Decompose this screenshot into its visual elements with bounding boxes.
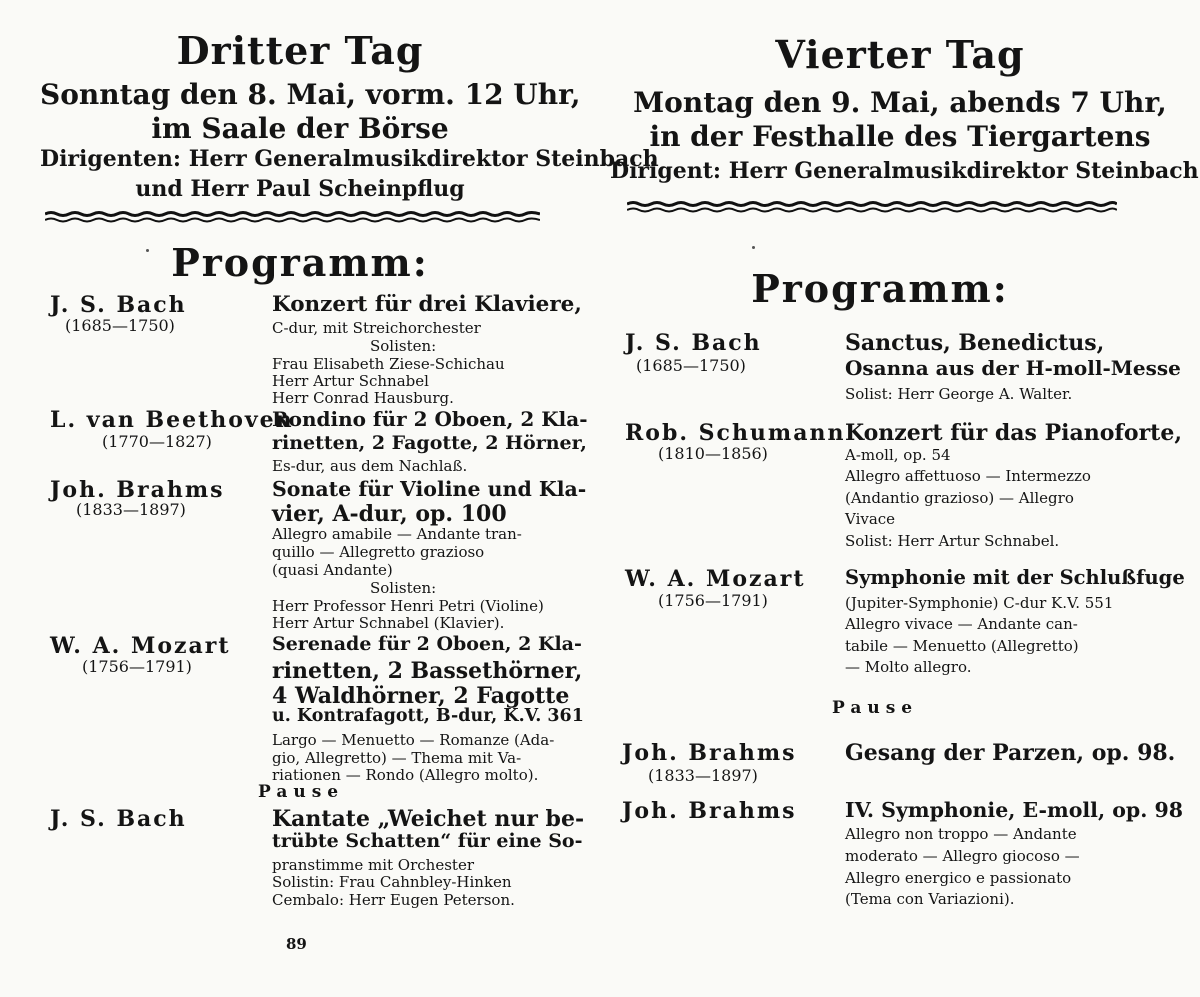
program-heading: Programm: [751, 266, 1009, 311]
conductor-line: Dirigenten: Herr Generalmusikdirektor Steinbach [40, 146, 659, 172]
work-detail: Allegro energico e passionato [845, 869, 1072, 887]
soloist: Frau Elisabeth Ziese-Schichau [272, 355, 505, 373]
work-detail: gio, Allegretto) — Thema mit Va- [272, 749, 522, 767]
date-line: Sonntag den 8. Mai, vorm. 12 Uhr, [40, 78, 581, 111]
work-title: Rondino für 2 Oboen, 2 Kla- [272, 407, 588, 431]
soloists-label: Solisten: [370, 579, 437, 597]
work-title: Sonate für Violine und Kla- [272, 477, 587, 501]
work-detail: Allegro affettuoso — Intermezzo [845, 467, 1091, 485]
composer-dates: (1685—1750) [636, 356, 746, 375]
work-title: Osanna aus der H-moll-Messe [845, 356, 1181, 380]
soloist: Herr Artur Schnabel [272, 372, 429, 390]
pause-label: Pause [258, 782, 345, 802]
soloist: Solistin: Frau Cahnbley-Hinken [272, 873, 512, 891]
work-title: vier, A-dur, op. 100 [272, 501, 507, 527]
work-detail: quillo — Allegretto grazioso [272, 543, 485, 561]
venue-line: im Saale der Börse [151, 112, 449, 145]
wavy-divider [627, 200, 1117, 212]
composer-dates: (1685—1750) [65, 316, 175, 335]
work-title: Konzert für das Pianoforte, [845, 420, 1182, 446]
work-detail: Vivace [845, 510, 896, 528]
composer-name: J. S. Bach [50, 806, 187, 832]
venue-line: in der Festhalle des Tiergartens [649, 120, 1151, 153]
work-title: trübte Schatten“ für eine So- [272, 830, 583, 852]
work-detail: A-moll, op. 54 [845, 446, 951, 464]
soloist: Herr Artur Schnabel (Klavier). [272, 614, 505, 632]
program-heading: Programm: [171, 240, 429, 285]
work-detail: Largo — Menuetto — Romanze (Ada- [272, 731, 555, 749]
work-detail: (Jupiter-Symphonie) C-dur K.V. 551 [845, 594, 1114, 612]
composer-dates: (1756—1791) [82, 657, 192, 676]
work-title: Symphonie mit der Schlußfuge [845, 566, 1185, 589]
composer-name: L. van Beethoven [50, 407, 294, 433]
day-title: Vierter Tag [775, 32, 1025, 77]
work-title: Gesang der Parzen, op. 98. [845, 740, 1176, 766]
soloist: Cembalo: Herr Eugen Peterson. [272, 891, 515, 909]
work-title: Konzert für drei Klaviere, [272, 292, 582, 317]
work-title: Kantate „Weichet nur be- [272, 806, 585, 832]
pause-label: Pause [832, 698, 919, 718]
work-detail: — Molto allegro. [845, 658, 972, 676]
composer-name: Joh. Brahms [622, 740, 797, 766]
paper-speck [146, 249, 149, 252]
right-page [600, 0, 1200, 997]
paper-speck [752, 246, 755, 249]
composer-name: Joh. Brahms [622, 798, 797, 824]
conductor-line: Dirigent: Herr Generalmusikdirektor Steinbach [610, 158, 1199, 184]
composer-dates: (1770—1827) [102, 432, 212, 451]
wavy-divider [45, 210, 540, 222]
work-detail: pranstimme mit Orchester [272, 856, 474, 874]
work-title: u. Kontrafagott, B-dur, K.V. 361 [272, 706, 584, 726]
soloist: Solist: Herr George A. Walter. [845, 385, 1073, 403]
composer-dates: (1756—1791) [658, 591, 768, 610]
work-title: IV. Symphonie, E-moll, op. 98 [845, 798, 1184, 822]
work-detail: Allegro non troppo — Andante [845, 825, 1077, 843]
composer-name: Joh. Brahms [50, 477, 225, 503]
work-title: rinetten, 2 Fagotte, 2 Hörner, [272, 432, 587, 454]
composer-dates: (1833—1897) [648, 766, 758, 785]
work-detail: Allegro amabile — Andante tran- [272, 525, 522, 543]
date-line: Montag den 9. Mai, abends 7 Uhr, [633, 86, 1167, 119]
soloist: Solist: Herr Artur Schnabel. [845, 532, 1060, 550]
composer-name: W. A. Mozart [625, 566, 806, 592]
work-title: Serenade für 2 Oboen, 2 Kla- [272, 633, 582, 655]
work-detail: (quasi Andante) [272, 561, 393, 579]
soloists-label: Solisten: [370, 337, 437, 355]
composer-name: Rob. Schumann [625, 420, 846, 446]
soloist: Herr Professor Henri Petri (Violine) [272, 597, 544, 615]
composer-dates: (1810—1856) [658, 444, 768, 463]
composer-name: W. A. Mozart [50, 633, 231, 659]
work-detail: Es-dur, aus dem Nachlaß. [272, 457, 468, 475]
work-detail: C-dur, mit Streichorchester [272, 319, 481, 337]
composer-name: J. S. Bach [625, 330, 762, 356]
day-title: Dritter Tag [176, 28, 424, 73]
work-detail: moderato — Allegro giocoso — [845, 847, 1080, 865]
work-detail: tabile — Menuetto (Allegretto) [845, 637, 1079, 655]
conductor-line: und Herr Paul Scheinpflug [135, 176, 465, 202]
page-number: 89 [286, 935, 307, 953]
work-detail: (Andantio grazioso) — Allegro [845, 489, 1074, 507]
soloist: Herr Conrad Hausburg. [272, 389, 454, 407]
work-detail: riationen — Rondo (Allegro molto). [272, 766, 539, 784]
work-detail: (Tema con Variazioni). [845, 890, 1015, 908]
composer-name: J. S. Bach [50, 292, 187, 318]
work-title: Sanctus, Benedictus, [845, 330, 1105, 356]
work-title: rinetten, 2 Bassethörner, [272, 658, 583, 684]
composer-dates: (1833—1897) [76, 500, 186, 519]
work-detail: Allegro vivace — Andante can- [845, 615, 1078, 633]
work-title: 4 Waldhörner, 2 Fagotte [272, 683, 570, 709]
